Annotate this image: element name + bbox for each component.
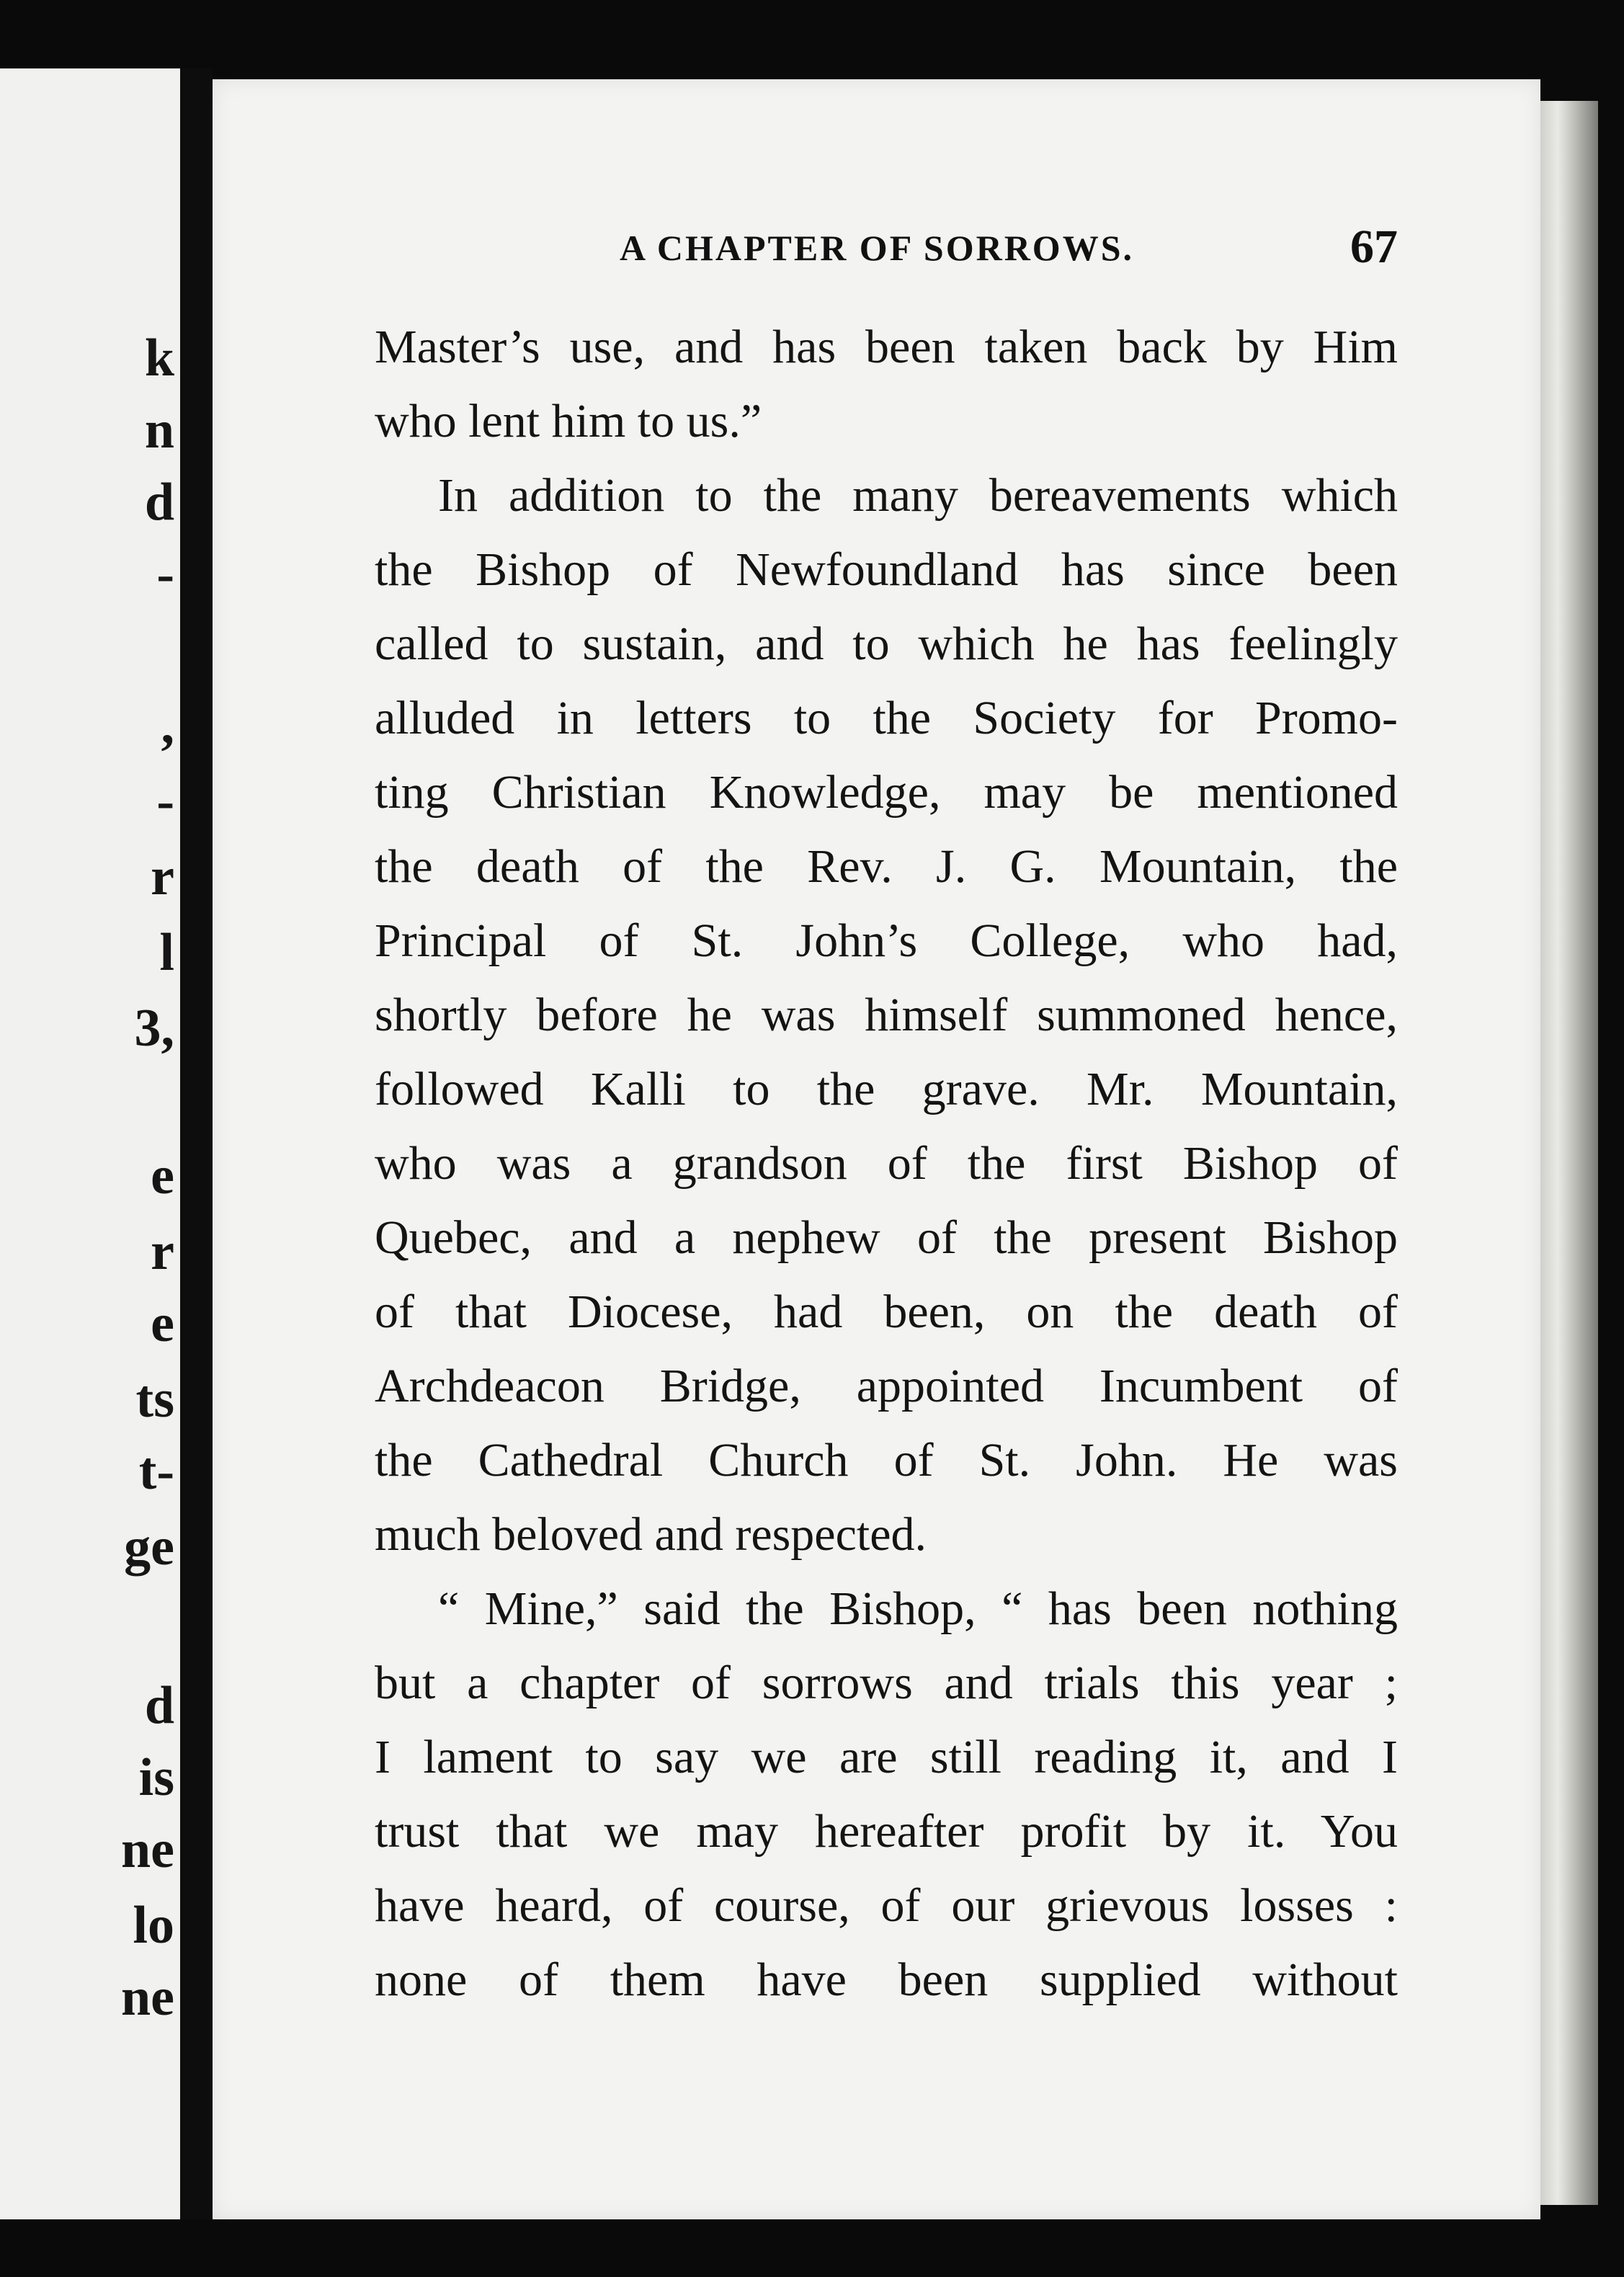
text-line: have heard, of course, of our grievous losses :	[375, 1879, 1398, 1932]
body-text	[375, 310, 1398, 2017]
text-line: much beloved and respected.	[375, 1508, 927, 1561]
left-page-fragment-text: n	[144, 401, 174, 460]
book-fore-edge	[1540, 101, 1598, 2205]
left-page-fragment-text: d	[144, 473, 174, 532]
text-line: ting Christian Knowledge, may be mentioned	[375, 766, 1398, 819]
left-page-fragment	[0, 68, 180, 2219]
text-line: Quebec, and a nephew of the present Bishop	[375, 1211, 1398, 1264]
text-line: called to sustain, and to which he has feelingly	[375, 618, 1398, 670]
left-page-text-fragments	[122, 68, 180, 2219]
text-line: alluded in letters to the Society for Promo-	[375, 692, 1398, 744]
text-line: who lent him to us.”	[375, 395, 762, 447]
left-page-fragment-text: k	[144, 329, 174, 388]
text-line: trust that we may hereafter profit by it. You	[375, 1805, 1398, 1858]
left-page-fragment-text: -	[156, 772, 174, 831]
left-page-fragment-text: lo	[133, 1896, 174, 1955]
left-page-fragment-text: ge	[124, 1518, 174, 1577]
left-page-fragment-text: 3,	[134, 999, 174, 1058]
text-line: of that Diocese, had been, on the death of	[375, 1285, 1398, 1338]
text-line: the death of the Rev. J. G. Mountain, the	[375, 840, 1398, 893]
left-page-fragment-text: r	[151, 847, 174, 906]
left-page-fragment-text: e	[151, 1146, 174, 1206]
left-page-fragment-text: ne	[121, 1968, 174, 2027]
left-page-fragment-text: d	[144, 1676, 174, 1735]
text-line: who was a grandson of the first Bishop of	[375, 1137, 1398, 1190]
left-page-fragment-text: -	[156, 545, 174, 604]
page-number: 67	[1350, 220, 1398, 273]
text-line: Archdeacon Bridge, appointed Incumbent of	[375, 1360, 1398, 1412]
left-page-fragment-text: t-	[138, 1442, 174, 1501]
text-line: In addition to the many bereavements which	[438, 469, 1398, 522]
left-page-fragment-text: r	[151, 1222, 174, 1281]
text-line: Principal of St. John’s College, who had,	[375, 914, 1398, 967]
page-header	[620, 220, 1398, 277]
running-title: A CHAPTER OF SORROWS.	[620, 228, 1135, 268]
left-page-fragment-text: ts	[135, 1370, 174, 1429]
text-line: “ Mine,” said the Bishop, “ has been nothing	[438, 1582, 1398, 1635]
book-gutter	[180, 68, 213, 2219]
left-page-fragment-text: e	[151, 1294, 174, 1353]
text-line: but a chapter of sorrows and trials this year ;	[375, 1657, 1398, 1709]
left-page-fragment-text: l	[159, 923, 174, 982]
text-line: the Cathedral Church of St. John. He was	[375, 1434, 1398, 1487]
text-line: none of them have been supplied without	[375, 1953, 1398, 2006]
left-page-fragment-text: ne	[121, 1820, 174, 1879]
text-line: shortly before he was himself summoned hence,	[375, 989, 1398, 1041]
left-page-fragment-text: is	[138, 1748, 174, 1807]
text-line: I lament to say we are still reading it, and I	[375, 1731, 1398, 1783]
text-line: the Bishop of Newfoundland has since been	[375, 543, 1398, 596]
text-line: followed Kalli to the grave. Mr. Mountain,	[375, 1063, 1398, 1115]
text-line: Master’s use, and has been taken back by Him	[375, 321, 1398, 373]
left-page-fragment-text: ,	[161, 696, 174, 755]
